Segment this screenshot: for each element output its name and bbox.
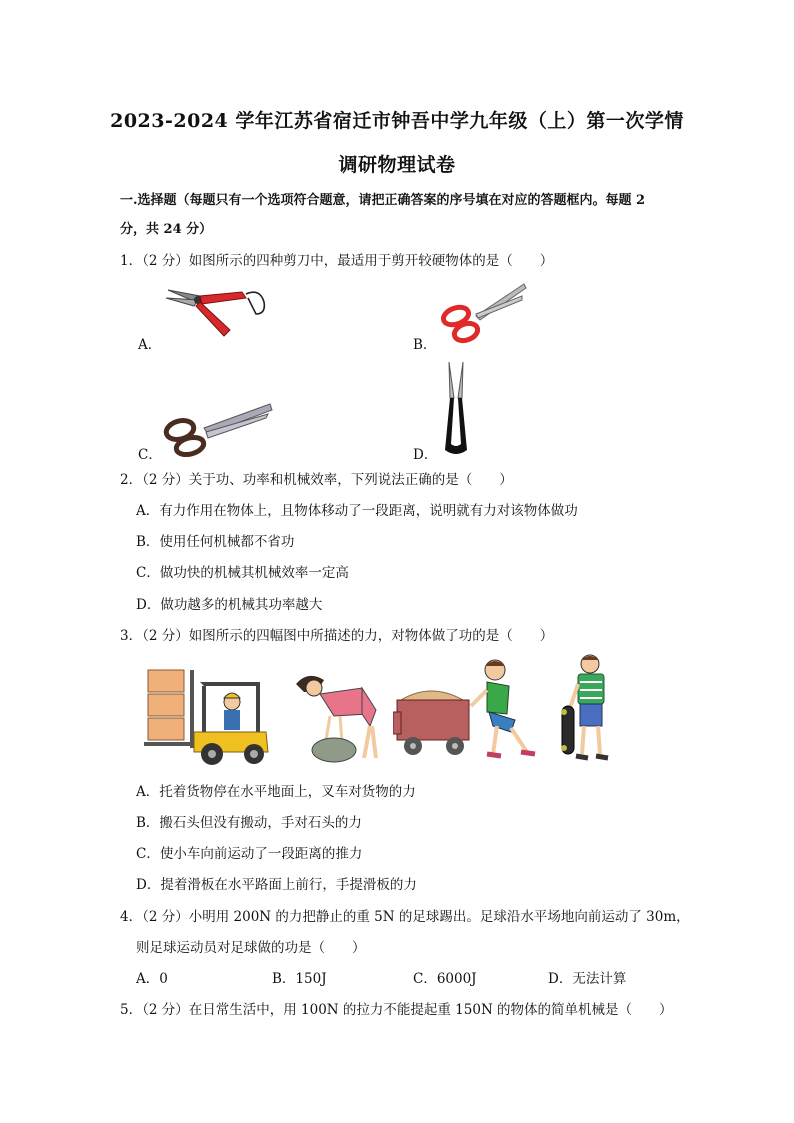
q1-option-d-label: D． [413, 447, 438, 463]
q2-option-a: A．有力作用在物体上，且物体移动了一段距离，说明就有力对该物体做功 [136, 503, 578, 519]
q2-option-b: B．使用任何机械都不省功 [136, 534, 295, 550]
q2-option-d: D．做功越多的机械其功率越大 [136, 597, 323, 613]
tailor-scissors-image [160, 398, 275, 460]
q4-option-b: B．150J [272, 971, 327, 987]
q4-stem: 4．（2 分）小明用 200N 的力把静止的重 5N 的足球踢出。足球沿水平场地向前运动了 30m， [120, 909, 690, 925]
q1-option-c-label: C． [138, 447, 162, 463]
q1-option-b-label: B． [413, 337, 437, 353]
section-heading: 一.选择题（每题只有一个选项符合题意，请把正确答案的序号填在对应的答题框内。每题 2 [120, 193, 646, 208]
q1-option-a-label: A． [138, 337, 162, 353]
q4-option-d: D．无法计算 [548, 971, 627, 987]
section-heading-continued: 分，共 24 分） [120, 222, 213, 237]
q2-option-c: C．做功快的机械其机械效率一定高 [136, 565, 349, 581]
boy-pushing-cart-image [393, 656, 548, 766]
q5-stem: 5．（2 分）在日常生活中，用 100N 的拉力不能提起重 150N 的物体的简单机械是（ ） [120, 1002, 673, 1018]
q1-stem: 1．（2 分）如图所示的四种剪刀中，最适用于剪开较硬物体的是（ ） [120, 253, 554, 269]
q3-option-a: A．托着货物停在水平地面上，叉车对货物的力 [136, 784, 416, 800]
q3-stem: 3．（2 分）如图所示的四幅图中所描述的力，对物体做了功的是（ ） [120, 628, 554, 644]
q2-stem: 2．（2 分）关于功、功率和机械效率，下列说法正确的是（ ） [120, 472, 513, 488]
page-title-continued: 调研物理试卷 [338, 154, 456, 176]
girl-lifting-stone-image [290, 670, 382, 766]
office-scissors-image [436, 280, 528, 346]
pruning-shears-image [160, 280, 275, 342]
q3-option-d: D．提着滑板在水平路面上前行，手提滑板的力 [136, 877, 417, 893]
q4-option-a: A．0 [136, 971, 168, 987]
page-title: 2023-2024 学年江苏省宿迁市钟吾中学九年级（上）第一次学情 [110, 110, 684, 132]
boy-holding-skateboard-image [560, 654, 616, 766]
q3-option-c: C．使小车向前运动了一段距离的推力 [136, 846, 363, 862]
forklift-image [142, 662, 272, 766]
q3-option-b: B．搬石头但没有搬动，手对石头的力 [136, 815, 362, 831]
q4-option-c: C．6000J [413, 971, 477, 987]
q4-stem-continued: 则足球运动员对足球做的功是（ ） [136, 940, 366, 956]
thread-snips-image [441, 358, 471, 458]
